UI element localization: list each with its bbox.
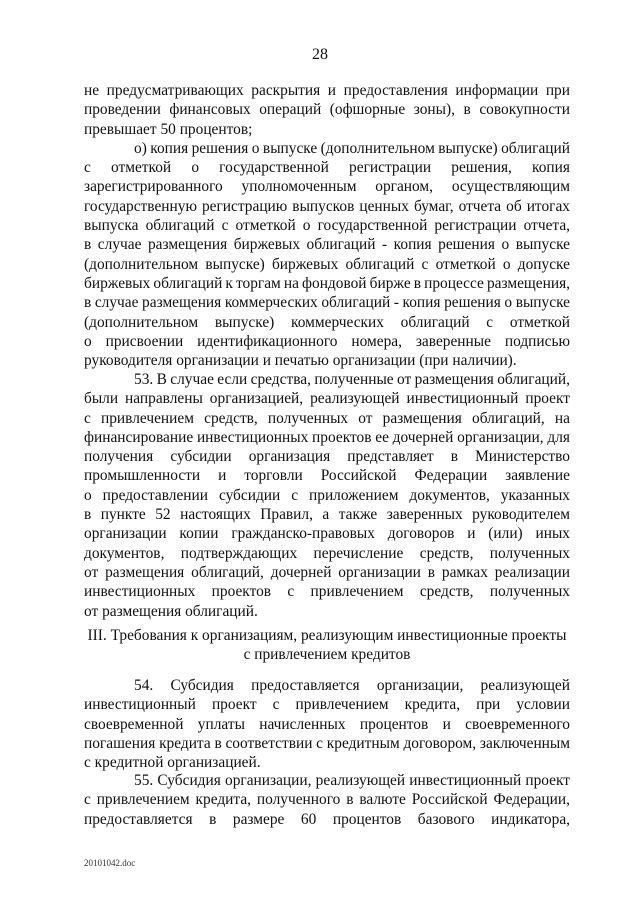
footer-filename: 20101042.doc: [84, 858, 136, 868]
text-line: получения субсидии организация представляет в Министерство: [84, 448, 570, 466]
text-line: финансирование инвестиционных проектов ее дочерней организации, для: [84, 428, 570, 446]
text-line: инвестиционных проектов с привлечением средств, полученных: [84, 583, 570, 601]
text-line: о) копия решения о выпуске (дополнительном выпуске) облигаций: [134, 139, 570, 157]
text-line: 55. Субсидия организации, реализующей инвестиционный проект: [134, 772, 570, 789]
text-line: о присвоении идентификационного номера, заверенные подписью: [84, 332, 570, 350]
text-line: (дополнительном выпуске) коммерческих облигаций с отметкой: [84, 313, 570, 331]
text-line: своевременной уплаты начисленных процентов и своевременного: [84, 715, 570, 733]
text-line: о предоставлении субсидии с приложением документов, указанных: [84, 486, 570, 504]
text-line: 54. Субсидия предоставляется организации, реализующей: [134, 677, 570, 694]
section-heading: [84, 626, 570, 665]
text-line: инвестиционный проект с привлечением кредита, при условии: [84, 696, 570, 714]
text-line: зарегистрированного уполномоченным органом, осуществляющим: [84, 178, 570, 196]
text-line: руководителя организации и печатью организации (при наличии).: [84, 352, 517, 370]
text-line: промышленности и торговли Российской Федерации заявление: [84, 467, 570, 485]
text-line: с отметкой о государственной регистрации решения, копия: [84, 159, 570, 177]
page-number: 28: [312, 46, 328, 63]
paragraph-53: [84, 370, 570, 621]
section-heading-line: III. Требования к организациям, реализующим инвестиционные проекты: [87, 627, 567, 644]
text-line: предоставляется в размере 60 процентов базового индикатора,: [84, 810, 570, 828]
text-line: в случае размещения коммерческих облигаций - копия решения о выпуске: [84, 294, 570, 312]
text-line: государственную регистрацию выпусков ценных бумаг, отчета об итогах: [84, 197, 570, 215]
text-line: с кредитной организацией.: [84, 754, 261, 772]
paragraph-55: [84, 771, 570, 829]
section-heading-line: с привлечением кредитов: [243, 646, 411, 664]
text-line: с привлечением средств, полученных от размещения облигаций, на: [84, 409, 570, 427]
text-line: (дополнительном выпуске) биржевых облигаций с отметкой о допуске: [84, 255, 570, 273]
text-line: выпуска облигаций с отметкой о государственной регистрации отчета,: [84, 217, 570, 235]
text-line: погашения кредита в соответствии с кредитным договором, заключенным: [84, 734, 570, 752]
paragraph-continuation: [84, 81, 570, 139]
text-line: организации копии гражданско-правовых договоров и (или) иных: [84, 525, 570, 543]
text-line: 53. В случае если средства, полученные от размещения облигаций,: [134, 371, 570, 388]
document-body: [84, 81, 570, 370]
text-line: превышает 50 процентов;: [84, 120, 253, 138]
text-line: с привлечением кредита, полученного в валюте Российской Федерации,: [84, 791, 570, 809]
text-line: от размещения облигаций.: [84, 602, 258, 620]
paragraph-item-o: [84, 139, 570, 371]
text-line: биржевых облигаций к торгам на фондовой бирже в процессе размещения,: [84, 274, 570, 292]
text-line: документов, подтверждающих перечисление средств, полученных: [84, 544, 570, 562]
text-line: были направлены организацией, реализующей инвестиционный проект: [84, 390, 570, 408]
text-line: в пункте 52 настоящих Правил, а также заверенных руководителем: [84, 506, 570, 524]
text-line: от размещения облигаций, дочерней организации в рамках реализации: [84, 563, 570, 581]
text-line: проведении финансовых операций (офшорные зоны), в совокупности: [84, 101, 570, 119]
paragraph-54: [84, 676, 570, 772]
text-line: в случае размещения биржевых облигаций - копия решения о выпуске: [84, 236, 570, 254]
text-line: не предусматривающих раскрытия и предоставления информации при: [84, 82, 570, 99]
